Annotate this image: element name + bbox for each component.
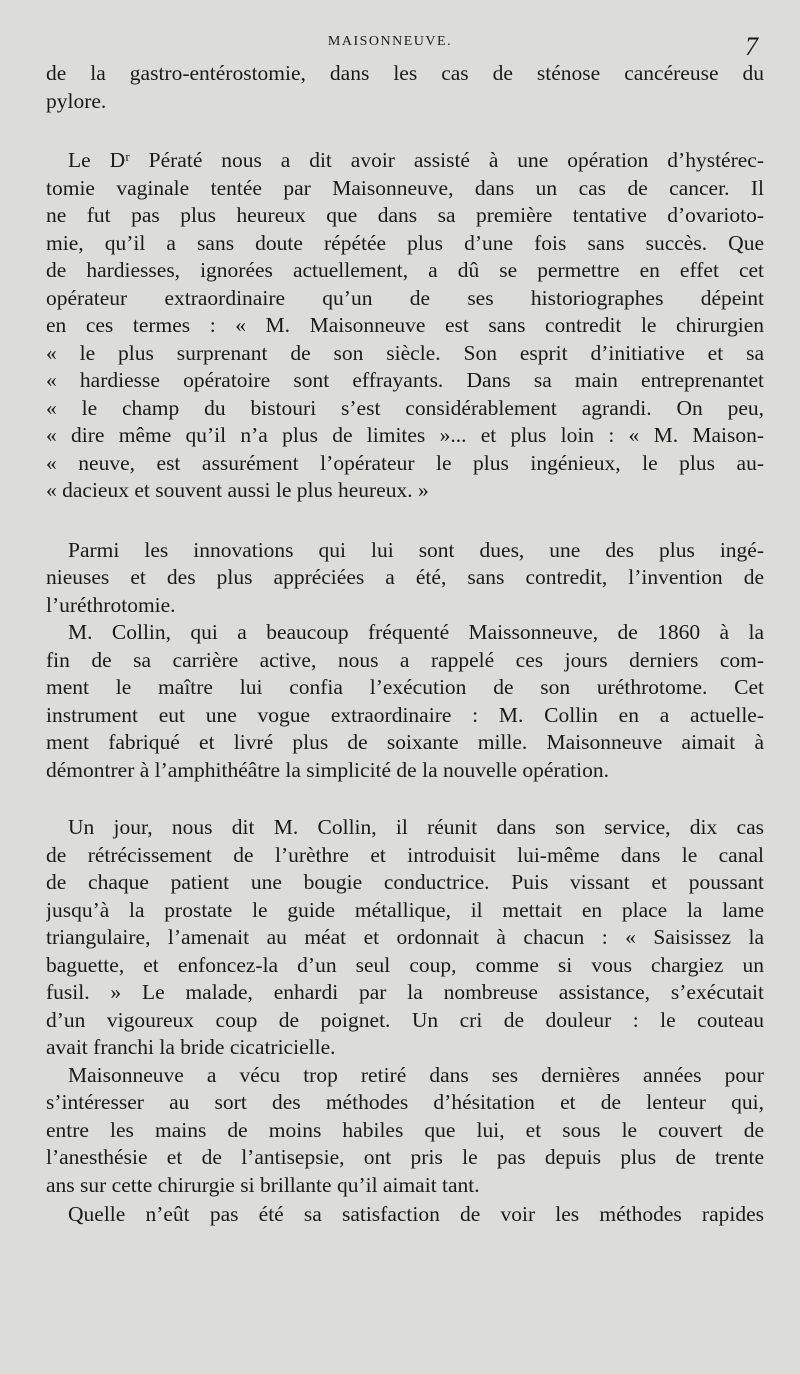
text-line: ans sur cette chirurgie si brillante qu’il aimait tant. bbox=[46, 1172, 480, 1197]
paragraph bbox=[46, 619, 764, 784]
text-line: jusqu’à la prostate le guide métallique, il mettait en place la lame bbox=[46, 897, 764, 922]
text-line: Maisonneuve a vécu trop retiré dans ses dernières années pour bbox=[68, 1062, 764, 1087]
text-line: d’un vigoureux coup de poignet. Un cri de douleur : le couteau bbox=[46, 1007, 764, 1032]
text-line: « dacieux et souvent aussi le plus heureux. » bbox=[46, 478, 429, 502]
text-line: « dire même qu’il n’a plus de limites »... et plus loin : « M. Maison- bbox=[46, 423, 764, 447]
text-line: entre les mains de moins habiles que lui, et sous le couvert de bbox=[46, 1117, 764, 1142]
running-title: MAISONNEUVE. bbox=[327, 34, 453, 49]
text-line: fusil. » Le malade, enhardi par la nombreuse assistance, s’exécutait bbox=[46, 980, 764, 1004]
text-line: triangulaire, l’amenait au méat et ordonnait à chacun : « Saisissez la bbox=[46, 925, 764, 949]
text-line: s’intéresser au sort des méthodes d’hésitation et de lenteur qui, bbox=[46, 1090, 764, 1114]
text-line: tomie vaginale tentée par Maisonneuve, dans un cas de cancer. Il bbox=[46, 175, 764, 200]
text-line: avait franchi la bride cicatricielle. bbox=[46, 1035, 336, 1059]
text-line: l’anesthésie et de l’antisepsie, ont pris le pas depuis plus de trente bbox=[46, 1145, 764, 1169]
text-line: de chaque patient une bougie conductrice. Puis vissant et poussant bbox=[46, 870, 764, 894]
text-line: ment le maître lui confia l’exécution de son uréthrotome. Cet bbox=[46, 675, 764, 699]
text-line: Quelle n’eût pas été sa satisfaction de voir les méthodes rapides bbox=[68, 1202, 764, 1226]
text-line: Le Dʳ Pératé nous a dit avoir assisté à une opération d’hystérec- bbox=[68, 148, 764, 172]
text-line: ne fut pas plus heureux que dans sa première tentative d’ovarioto- bbox=[46, 203, 764, 227]
text-line: nieuses et des plus appréciées a été, sans contredit, l’invention de bbox=[46, 565, 764, 589]
text-line: « hardiesse opératoire sont effrayants. Dans sa main entreprenantet bbox=[46, 368, 764, 392]
paragraph bbox=[46, 1062, 764, 1200]
text-line: ment fabriqué et livré plus de soixante mille. Maisonneuve aimait à bbox=[46, 730, 764, 754]
text-line: Parmi les innovations qui lui sont dues, une des plus ingé- bbox=[68, 537, 764, 562]
text-line: en ces termes : « M. Maisonneuve est sans contredit le chirurgien bbox=[46, 313, 764, 337]
text-line: de rétrécissement de l’urèthre et introduisit lui-même dans le canal bbox=[46, 842, 764, 867]
paragraph bbox=[46, 147, 764, 505]
text-line: de la gastro-entérostomie, dans les cas de sténose cancéreuse du bbox=[46, 61, 764, 85]
text-line: de hardiesses, ignorées actuellement, a dû se permettre en effet cet bbox=[46, 258, 764, 282]
text-line: « le champ du bistouri s’est considérablement agrandi. On peu, bbox=[46, 395, 764, 420]
text-line: mie, qu’il a sans doute répétée plus d’une fois sans succès. Que bbox=[46, 230, 764, 255]
body-text bbox=[46, 60, 764, 1229]
text-line: fin de sa carrière active, nous a rappelé ces jours derniers com- bbox=[46, 647, 764, 672]
running-head bbox=[0, 30, 800, 60]
text-line: l’uréthrotomie. bbox=[46, 592, 176, 617]
text-line: Un jour, nous dit M. Collin, il réunit dans son service, dix cas bbox=[68, 815, 764, 839]
paragraph bbox=[46, 814, 764, 1062]
text-line: opérateur extraordinaire qu’un de ses historiographes dépeint bbox=[46, 285, 764, 310]
paragraph bbox=[46, 537, 764, 620]
text-line: « le plus surprenant de son siècle. Son esprit d’initiative et sa bbox=[46, 340, 764, 365]
text-line: instrument eut une vogue extraordinaire : M. Collin en a actuelle- bbox=[46, 702, 764, 727]
text-line: pylore. bbox=[46, 88, 107, 113]
text-line: « neuve, est assurément l’opérateur le plus ingénieux, le plus au- bbox=[46, 450, 764, 475]
text-line: M. Collin, qui a beaucoup fréquenté Maissonneuve, de 1860 à la bbox=[68, 620, 764, 644]
paragraph bbox=[46, 1201, 764, 1229]
text-line: démontrer à l’amphithéâtre la simplicité de la nouvelle opération. bbox=[46, 757, 609, 782]
text-line: baguette, et enfoncez-la d’un seul coup, comme si vous chargiez un bbox=[46, 952, 764, 977]
page-number: 7 bbox=[745, 32, 758, 61]
paragraph bbox=[46, 60, 764, 115]
